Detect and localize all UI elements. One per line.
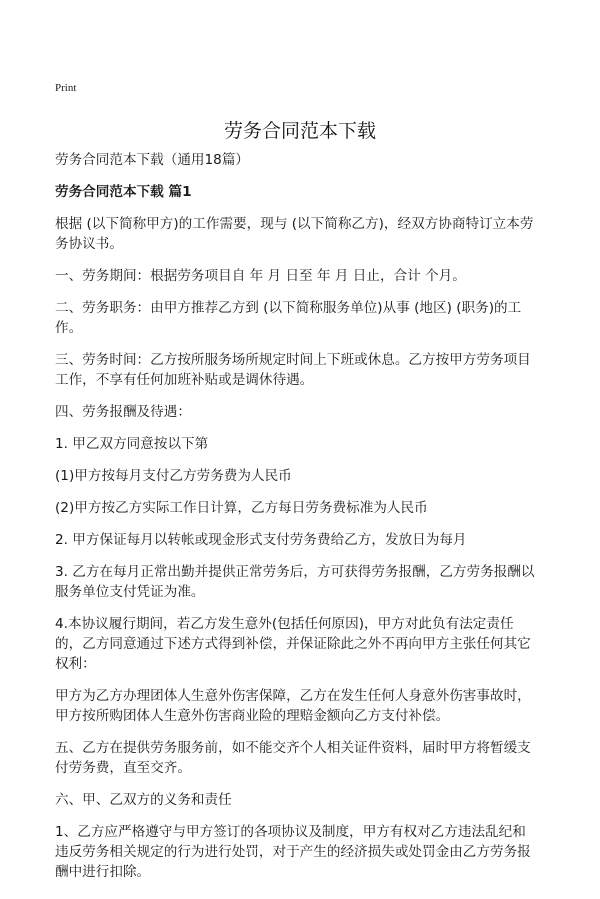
- paragraph: 六、甲、乙双方的义务和责任: [55, 792, 232, 808]
- paragraph: 四、劳务报酬及待遇：: [55, 404, 191, 420]
- paragraph: 五、乙方在提供劳务服务前，如不能交齐个人相关证件资料，届时甲方将暂缓支付劳务费，直至交齐。: [55, 740, 531, 776]
- paragraph: 3. 乙方在每月正常出勤并提供正常劳务后，方可获得劳务报酬，乙方劳务报酬以服务单位支付凭证为准。: [55, 564, 535, 600]
- paragraph: 三、劳务时间：乙方按所服务场所规定时间上下班或休息。乙方按甲方劳务项目工作，不享有任何加班补贴或是调休待遇。: [55, 352, 531, 388]
- paragraph: 2. 甲方保证每月以转帐或现金形式支付劳务费给乙方，发放日为每月: [55, 532, 467, 548]
- paragraph: 根据 (以下简称甲方)的工作需要，现与 (以下简称乙方)，经双方协商特订立本劳务协议书。: [55, 216, 534, 252]
- paragraph: 甲方为乙方办理团体人生意外伤害保障，乙方在发生任何人身意外伤害事故时，甲方按所购团体人生意外伤害商业险的理赔金额向乙方支付补偿。: [55, 688, 531, 724]
- document-body: [55, 150, 537, 894]
- print-link[interactable]: Print: [55, 82, 77, 94]
- paragraph: 1、乙方应严格遵守与甲方签订的各项协议及制度，甲方有权对乙方违法乱纪和违反劳务相关规定的行为进行处罚，对于产生的经济损失或处罚金由乙方劳务报酬中进行扣除。: [55, 824, 531, 880]
- paragraph: 4.本协议履行期间，若乙方发生意外(包括任何原因)，甲方对此负有法定责任的，乙方同意通过下述方式得到补偿，并保证除此之外不再向甲方主张任何其它权利：: [55, 616, 531, 672]
- section-heading: 劳务合同范本下载 篇1: [55, 184, 192, 200]
- document-subtitle: 劳务合同范本下载（通用18篇）: [55, 152, 250, 168]
- paragraph: 1. 甲乙双方同意按以下第: [55, 436, 209, 452]
- paragraph: (1)甲方按每月支付乙方劳务费为人民币: [55, 468, 292, 484]
- paragraph: (2)甲方按乙方实际工作日计算，乙方每日劳务费标准为人民币: [55, 500, 428, 516]
- paragraph: 二、劳务职务：由甲方推荐乙方到 (以下简称服务单位)从事 (地区) (职务)的工作。: [55, 300, 522, 336]
- paragraph: 一、劳务期间：根据劳务项目自 年 月 日至 年 月 日止，合计 个月。: [55, 268, 466, 284]
- document-title: 劳务合同范本下载: [223, 120, 376, 142]
